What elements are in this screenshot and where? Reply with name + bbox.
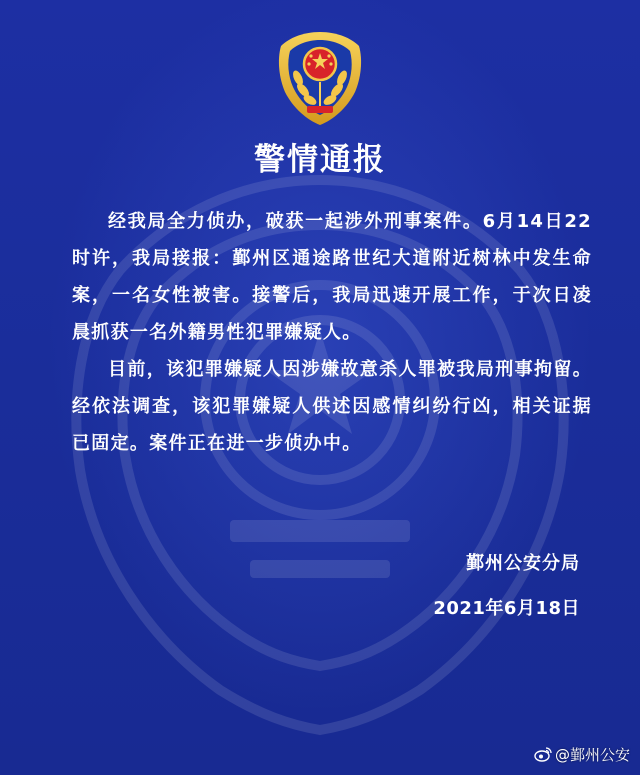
weibo-account-name: @鄞州公安: [554, 745, 630, 764]
weibo-watermark: [534, 743, 630, 765]
police-emblem-icon: [275, 28, 365, 128]
notice-body: [72, 203, 592, 462]
issuer-signature: 鄞州公安分局: [466, 553, 580, 574]
weibo-icon: [534, 746, 552, 762]
notice-paragraph-1: 经我局全力侦办，破获一起涉外刑事案件。6月14日22时许，我局接报：鄞州区通途路世纪大道附近树林中发生命案，一名女性被害。接警后，我局迅速开展工作，于次日凌晨抓获一名外籍男性犯罪嫌疑人。: [72, 211, 592, 343]
notice-title: 警情通报: [254, 142, 386, 178]
notice-paragraph-2: 目前，该犯罪嫌疑人因涉嫌故意杀人罪被我局刑事拘留。经依法调查，该犯罪嫌疑人供述因感情纠纷行凶，相关证据已固定。案件正在进一步侦办中。: [72, 359, 592, 454]
issue-date: 2021年6月18日: [433, 598, 580, 619]
